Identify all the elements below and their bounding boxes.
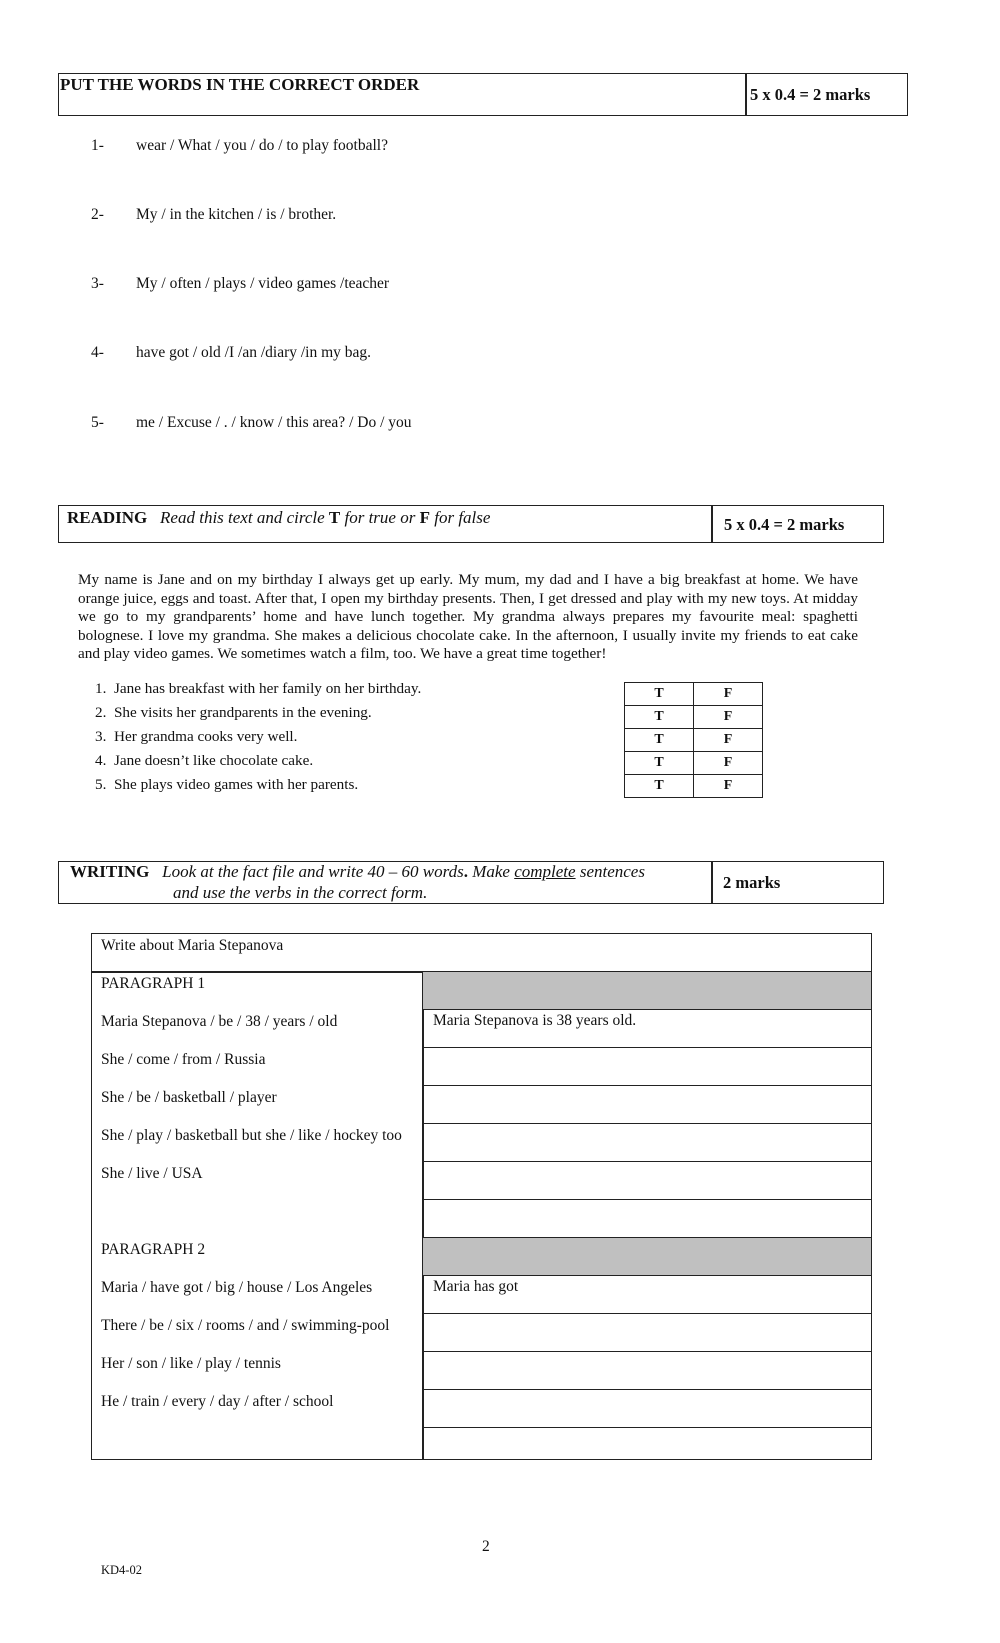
header-divider bbox=[711, 862, 713, 903]
question-text: She plays video games with her parents. bbox=[113, 776, 359, 793]
writing-instruction bbox=[70, 861, 700, 903]
true-option[interactable]: T bbox=[625, 729, 694, 752]
answer-cell[interactable] bbox=[423, 1276, 871, 1314]
question-number: 5. bbox=[95, 776, 107, 793]
header-divider bbox=[711, 506, 713, 542]
answer-cell[interactable] bbox=[423, 1086, 871, 1124]
instruction-text: Read this text and circle bbox=[160, 508, 329, 527]
reorder-marks: 5 x 0.4 = 2 marks bbox=[750, 85, 871, 104]
prompt-item: She / come / from / Russia bbox=[101, 1051, 266, 1068]
fact-file-title: Write about Maria Stepanova bbox=[101, 937, 284, 954]
false-option[interactable]: F bbox=[694, 683, 763, 706]
table-row bbox=[625, 706, 763, 729]
table-row bbox=[625, 683, 763, 706]
reorder-item-number: 4- bbox=[91, 344, 104, 361]
list-item bbox=[95, 776, 358, 794]
prompt-item: He / train / every / day / after / school bbox=[101, 1393, 334, 1410]
prompt-item: There / be / six / rooms / and / swimming-pool bbox=[101, 1317, 390, 1334]
instruction-text: Make bbox=[467, 862, 515, 881]
false-option[interactable]: F bbox=[694, 706, 763, 729]
answer-column bbox=[423, 972, 871, 1459]
answer-cell[interactable] bbox=[423, 1048, 871, 1086]
reading-instruction bbox=[67, 508, 490, 528]
list-item bbox=[95, 680, 421, 698]
instruction-text: sentences bbox=[575, 862, 645, 881]
example-answer: Maria has got bbox=[433, 1278, 519, 1295]
answer-cell[interactable] bbox=[423, 1124, 871, 1162]
instruction-text: for true or bbox=[340, 508, 420, 527]
true-option[interactable]: T bbox=[625, 706, 694, 729]
reading-passage: My name is Jane and on my birthday I always get up early. My mum, my dad and I have a big breakfast at home. We have orange juice, eggs and toast. After that, I open my birthday presents. Then, I get dressed and play with my new toys. At midday we go to my grandparents’ home and have lunch together. My grandma always prepares my favourite meal: spaghetti bolognese. I love my grandma. She makes a delicious chocolate cake. In the afternoon, I usually invite my friends to eat cake and play video games. We sometimes watch a film, too. We have a great time together! bbox=[78, 571, 858, 662]
reading-label: READING bbox=[67, 508, 148, 527]
document-code: KD4-02 bbox=[101, 1563, 142, 1577]
true-false-table bbox=[624, 682, 763, 798]
reorder-item-text: me / Excuse / . / know / this area? / Do / you bbox=[136, 414, 412, 431]
reading-marks: 5 x 0.4 = 2 marks bbox=[724, 515, 845, 534]
true-option[interactable]: T bbox=[625, 752, 694, 775]
instruction-text: for false bbox=[429, 508, 491, 527]
writing-label: WRITING bbox=[70, 862, 150, 881]
prompt-item: Maria Stepanova / be / 38 / years / old bbox=[101, 1013, 338, 1030]
prompt-item: She / play / basketball but she / like / hockey too bbox=[101, 1127, 402, 1144]
table-row bbox=[625, 752, 763, 775]
reorder-item-number: 3- bbox=[91, 275, 104, 292]
reorder-item-text: have got / old /I /an /diary /in my bag. bbox=[136, 344, 372, 361]
prompt-item: She / live / USA bbox=[101, 1165, 203, 1182]
table-row bbox=[625, 729, 763, 752]
instruction-text: and use the verbs in the correct form. bbox=[173, 883, 428, 902]
question-text: Jane doesn’t like chocolate cake. bbox=[113, 752, 314, 769]
question-number: 4. bbox=[95, 752, 107, 769]
instruction-text: complete bbox=[514, 862, 576, 881]
question-text: Jane has breakfast with her family on her birthday. bbox=[113, 680, 422, 697]
reorder-item-number: 2- bbox=[91, 206, 104, 223]
list-item bbox=[95, 752, 313, 770]
table-row bbox=[625, 775, 763, 798]
true-option[interactable]: T bbox=[625, 775, 694, 798]
list-item bbox=[95, 704, 372, 722]
writing-marks: 2 marks bbox=[723, 873, 781, 892]
paragraph-heading: PARAGRAPH 1 bbox=[101, 975, 206, 992]
instruction-t: T bbox=[328, 508, 341, 527]
reorder-title: PUT THE WORDS IN THE CORRECT ORDER bbox=[60, 75, 420, 94]
answer-cell[interactable] bbox=[423, 1200, 871, 1238]
example-answer: Maria Stepanova is 38 years old. bbox=[433, 1012, 637, 1029]
shaded-cell bbox=[423, 972, 871, 1010]
false-option[interactable]: F bbox=[694, 752, 763, 775]
reorder-item-number: 5- bbox=[91, 414, 104, 431]
answer-cell[interactable] bbox=[423, 1352, 871, 1390]
shaded-cell bbox=[423, 1238, 871, 1276]
question-number: 2. bbox=[95, 704, 107, 721]
answer-cell[interactable] bbox=[423, 1010, 871, 1048]
false-option[interactable]: F bbox=[694, 775, 763, 798]
instruction-text: . bbox=[463, 862, 468, 881]
answer-cell[interactable] bbox=[423, 1314, 871, 1352]
question-text: Her grandma cooks very well. bbox=[113, 728, 298, 745]
paragraph-heading: PARAGRAPH 2 bbox=[101, 1241, 206, 1258]
answer-cell[interactable] bbox=[423, 1162, 871, 1200]
answer-cell[interactable] bbox=[423, 1428, 871, 1461]
reorder-item-text: wear / What / you / do / to play football? bbox=[136, 137, 388, 154]
instruction-f: F bbox=[419, 508, 430, 527]
list-item bbox=[95, 728, 297, 746]
page-number: 2 bbox=[482, 1538, 490, 1555]
instruction-text: Look at the fact file and write 40 – 60 words bbox=[162, 862, 464, 881]
reorder-item-text: My / often / plays / video games /teacher bbox=[136, 275, 390, 292]
reorder-item-text: My / in the kitchen / is / brother. bbox=[136, 206, 337, 223]
prompt-item: She / be / basketball / player bbox=[101, 1089, 277, 1106]
prompt-item: Maria / have got / big / house / Los Angeles bbox=[101, 1279, 373, 1296]
question-number: 1. bbox=[95, 680, 107, 697]
question-text: She visits her grandparents in the evening. bbox=[113, 704, 372, 721]
false-option[interactable]: F bbox=[694, 729, 763, 752]
question-number: 3. bbox=[95, 728, 107, 745]
header-divider bbox=[745, 74, 747, 115]
prompt-item: Her / son / like / play / tennis bbox=[101, 1355, 281, 1372]
answer-cell[interactable] bbox=[423, 1390, 871, 1428]
reorder-item-number: 1- bbox=[91, 137, 104, 154]
true-option[interactable]: T bbox=[625, 683, 694, 706]
